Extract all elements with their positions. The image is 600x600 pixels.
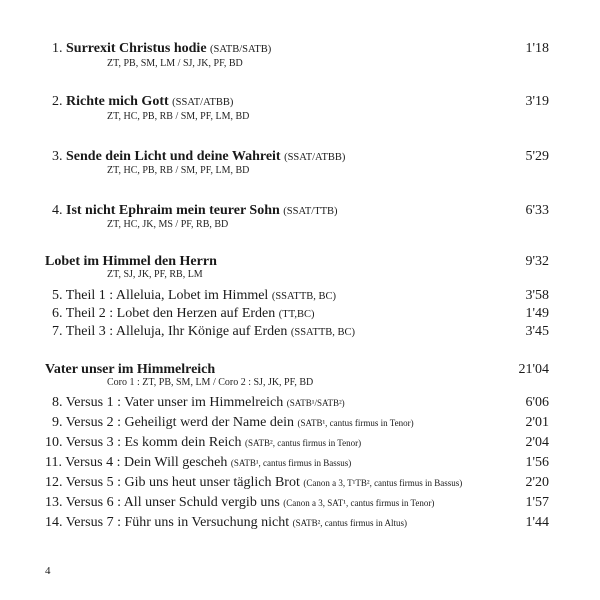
track-number: 1. [52, 41, 63, 56]
track-number: 4. [52, 203, 63, 218]
track-performers: ZT, HC, JK, MS / PF, RB, BD [107, 219, 229, 230]
page-number: 4 [45, 565, 51, 577]
track-duration: 2'01 [525, 415, 549, 430]
work-title: Vater unser im Himmelreich [45, 362, 216, 377]
track-title: Theil 1 : Alleluia, Lobet im Himmel [65, 288, 269, 303]
track-title: Versus 6 : All unser Schuld vergib uns [65, 495, 280, 510]
track-performers: ZT, HC, PB, RB / SM, PF, LM, BD [107, 165, 250, 176]
track-duration: 5'29 [525, 149, 549, 164]
track-7 [0, 323, 600, 341]
track-duration: 3'19 [525, 94, 549, 109]
track-11 [0, 454, 600, 472]
track-duration: 1'49 [525, 306, 549, 321]
work-title: Lobet im Himmel den Herrn [45, 254, 217, 269]
track-title: Versus 7 : Führ uns in Versuchung nicht [65, 515, 290, 530]
track-voicing: (SATB², cantus firmus in Altus) [292, 518, 408, 528]
track-duration: 1'18 [525, 41, 549, 56]
track-voicing: (Canon a 3, SAT¹, cantus firmus in Tenor) [283, 498, 435, 508]
track-title: Versus 5 : Gib uns heut unser täglich Brot [65, 475, 300, 490]
track-8 [0, 394, 600, 412]
track-voicing: (Canon a 3, T¹TB², cantus firmus in Bassus) [303, 478, 463, 488]
track-title: Sende dein Licht und deine Wahreit [66, 149, 281, 164]
track-performers: ZT, HC, PB, RB / SM, PF, LM, BD [107, 111, 250, 122]
track-number: 11. [45, 455, 62, 470]
track-5 [0, 287, 600, 305]
track-duration: 1'57 [525, 495, 549, 510]
track-voicing: (SATB¹, cantus firmus in Tenor) [297, 418, 414, 428]
track-title: Versus 4 : Dein Will gescheh [65, 455, 228, 470]
track-title: Versus 1 : Vater unser im Himmelreich [65, 395, 284, 410]
track-duration: 2'04 [525, 435, 549, 450]
track-voicing: (SATB/SATB) [210, 44, 272, 55]
track-title: Surrexit Christus hodie [66, 41, 207, 56]
work-performers: Coro 1 : ZT, PB, SM, LM / Coro 2 : SJ, JK, PF, BD [107, 377, 314, 388]
track-number: 10. [45, 435, 63, 450]
track-voicing: (SSAT/ATBB) [284, 152, 346, 163]
track-duration: 2'20 [525, 475, 549, 490]
track-title: Versus 3 : Es komm dein Reich [65, 435, 242, 450]
track-title: Theil 2 : Lobet den Herzen auf Erden [65, 306, 276, 321]
work-duration: 21'04 [518, 362, 549, 377]
track-14 [0, 514, 600, 532]
track-number: 12. [45, 475, 63, 490]
work-duration: 9'32 [525, 254, 549, 269]
track-title: Theil 3 : Alleluja, Ihr Könige auf Erden [65, 324, 288, 339]
track-duration: 3'58 [525, 288, 549, 303]
track-duration: 6'33 [525, 203, 549, 218]
track-number: 7. [52, 324, 63, 339]
track-13 [0, 494, 600, 512]
track-voicing: (SATB¹, cantus firmus in Bassus) [230, 458, 352, 468]
track-9 [0, 414, 600, 432]
track-voicing: (SATB², cantus firmus in Tenor) [245, 438, 362, 448]
track-number: 13. [45, 495, 63, 510]
track-voicing: (SATB¹/SATB²) [286, 398, 345, 408]
track-duration: 1'56 [525, 455, 549, 470]
track-duration: 6'06 [525, 395, 549, 410]
track-number: 3. [52, 149, 63, 164]
track-title: Ist nicht Ephraim mein teurer Sohn [66, 203, 280, 218]
track-number: 9. [52, 415, 63, 430]
track-voicing: (SSAT/TTB) [283, 206, 338, 217]
track-duration: 3'45 [525, 324, 549, 339]
track-number: 14. [45, 515, 63, 530]
track-10 [0, 434, 600, 452]
track-12 [0, 474, 600, 492]
track-title: Richte mich Gott [66, 94, 169, 109]
track-voicing: (SSATTB, BC) [271, 291, 337, 302]
work-performers: ZT, SJ, JK, PF, RB, LM [107, 269, 203, 280]
track-number: 2. [52, 94, 63, 109]
track-number: 5. [52, 288, 63, 303]
track-title: Versus 2 : Geheiligt werd der Name dein [65, 415, 294, 430]
track-voicing: (SSAT/ATBB) [172, 97, 234, 108]
track-6 [0, 305, 600, 323]
track-voicing: (SSATTB, BC) [290, 327, 356, 338]
track-voicing: (TT,BC) [278, 309, 315, 320]
track-number: 6. [52, 306, 63, 321]
track-performers: ZT, PB, SM, LM / SJ, JK, PF, BD [107, 58, 243, 69]
track-number: 8. [52, 395, 63, 410]
track-duration: 1'44 [525, 515, 549, 530]
